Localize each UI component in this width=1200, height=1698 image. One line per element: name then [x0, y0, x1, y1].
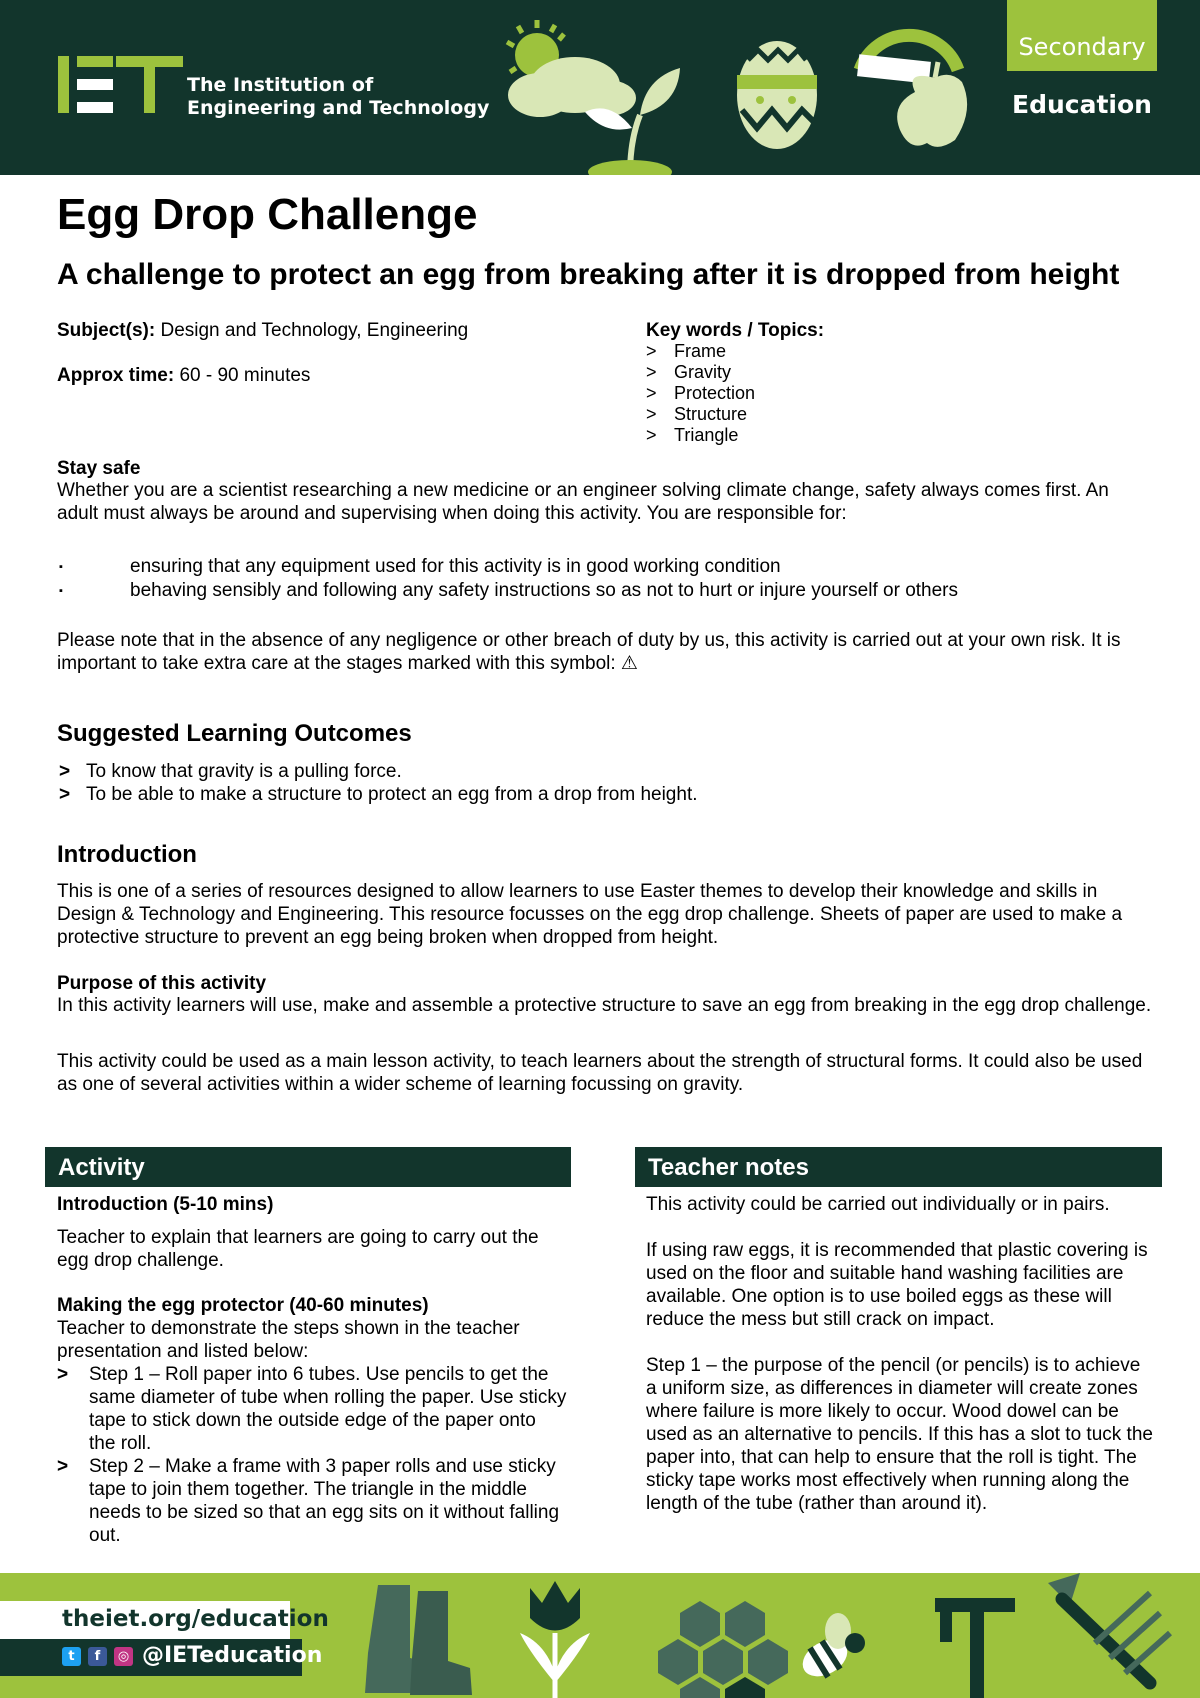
safety-heading: Stay safe — [57, 458, 141, 479]
subjects — [57, 320, 468, 342]
time-label: Approx time: — [57, 365, 175, 386]
activity-intro-heading: Introduction (5-10 mins) — [57, 1194, 274, 1215]
keyword-item: > Triangle — [646, 425, 755, 446]
outcomes-list — [57, 760, 698, 806]
org-name-line2: Engineering and Technology — [187, 97, 490, 119]
approx-time — [57, 365, 310, 387]
introduction-heading: Introduction — [57, 841, 197, 868]
usage-text: This activity could be used as a main lesson activity, to teach learners about the strength of structural forms. It could also be used as one of several activities within a wider scheme of learning focussing on gravity. — [57, 1051, 1143, 1095]
making-text: Teacher to demonstrate the steps shown in the teacher presentation and listed below: — [57, 1318, 520, 1362]
time-value: 60 - 90 minutes — [174, 365, 311, 386]
making-heading: Making the egg protector (40-60 minutes) — [57, 1295, 429, 1316]
subjects-value: Design and Technology, Engineering — [155, 320, 469, 341]
keywords-label: Key words / Topics: — [646, 320, 825, 341]
website-link[interactable]: theiet.org/education — [62, 1606, 329, 1632]
outcomes-heading: Suggested Learning Outcomes — [57, 720, 412, 747]
purpose-text: In this activity learners will use, make and assemble a protective structure to save an egg from breaking in the egg drop challenge. — [57, 995, 1152, 1016]
keyword-item: > Gravity — [646, 362, 755, 383]
list-item: ▪ behaving sensibly and following any safety instructions so as not to hurt or injure yourself or others — [57, 579, 958, 603]
instagram-icon[interactable]: ◎ — [114, 1647, 133, 1666]
teacher-note-text: Step 1 – the purpose of the pencil (or pencils) is to achieve a uniform size, as differences in diameter will create zones where failure is more likely to occur. Wood dowel can be used as an alternative to pencils. If this has a slot to tuck the paper into, that can help to ensure that the roll is tight. The sticky tape works most effectively when running along the length of the tube (rather than around it). — [646, 1355, 1153, 1514]
teacher-note-text: This activity could be carried out individually or in pairs. — [646, 1194, 1110, 1215]
secondary-label: Secondary — [1018, 33, 1146, 61]
safety-intro: Whether you are a scientist researching a new medicine or an engineer solving climate change, safety always comes first. An adult must always be around and supervising when doing this activity. You are responsible for: — [57, 480, 1109, 524]
activity-column — [57, 1193, 567, 1547]
safety-bullets — [57, 555, 958, 603]
subjects-label: Subject(s): — [57, 320, 156, 341]
page-subtitle: A challenge to protect an egg from breaking after it is dropped from height — [57, 258, 1120, 291]
header-banner — [0, 0, 1200, 175]
teacher-notes-column — [646, 1193, 1156, 1515]
introduction-text: This is one of a series of resources designed to allow learners to use Easter themes to develop their knowledge and skills in Design & Technology and Engineering. This resource focusses on the egg drop challenge. Sheets of paper are used to make a protective structure to prevent an egg being broken when dropped from height. — [57, 881, 1123, 948]
purpose-heading: Purpose of this activity — [57, 973, 267, 994]
activity-intro-text: Teacher to explain that learners are going to carry out the egg drop challenge. — [57, 1227, 539, 1271]
safety-note: Please note that in the absence of any negligence or other breach of duty by us, this activity is carried out at your own risk. It is important to take extra care at the stages marked with this symbol: ⚠ — [57, 630, 1121, 674]
education-label: Education — [1012, 90, 1152, 119]
step-item: > Step 2 – Make a frame with 3 paper rolls and use sticky tape to join them together. The triangle in the middle needs to be sized so that an egg sits on it without falling out. — [57, 1455, 567, 1547]
facebook-icon[interactable]: f — [88, 1647, 107, 1666]
teacher-notes-heading: Teacher notes — [635, 1147, 1162, 1187]
list-item: > To know that gravity is a pulling force. — [57, 760, 698, 783]
step-item: > Step 1 – Roll paper into 6 tubes. Use pencils to get the same diameter of tube when rolling the paper. Use sticky tape to stick down the outside edge of the paper onto the roll. — [57, 1363, 567, 1455]
list-item: > To be able to make a structure to protect an egg from a drop from height. — [57, 783, 698, 806]
iet-logo-icon — [58, 56, 183, 114]
org-name — [187, 74, 489, 120]
twitter-icon[interactable]: t — [62, 1647, 81, 1666]
activity-heading: Activity — [45, 1147, 571, 1187]
list-item: ▪ ensuring that any equipment used for this activity is in good working condition — [57, 555, 958, 579]
keyword-item: > Protection — [646, 383, 755, 404]
easter-illustration-icon — [480, 0, 1000, 175]
keyword-item: > Frame — [646, 341, 755, 362]
keywords-list — [646, 341, 755, 446]
org-name-line1: The Institution of — [187, 74, 374, 96]
keyword-item: > Structure — [646, 404, 755, 425]
page-title: Egg Drop Challenge — [57, 190, 478, 239]
social-handle[interactable]: @IETeducation — [142, 1643, 323, 1668]
teacher-note-text: If using raw eggs, it is recommended that plastic covering is used on the floor and suitable hand washing facilities are available. One option is to use boiled eggs as these will reduce the mess but still crack on impact. — [646, 1240, 1148, 1330]
